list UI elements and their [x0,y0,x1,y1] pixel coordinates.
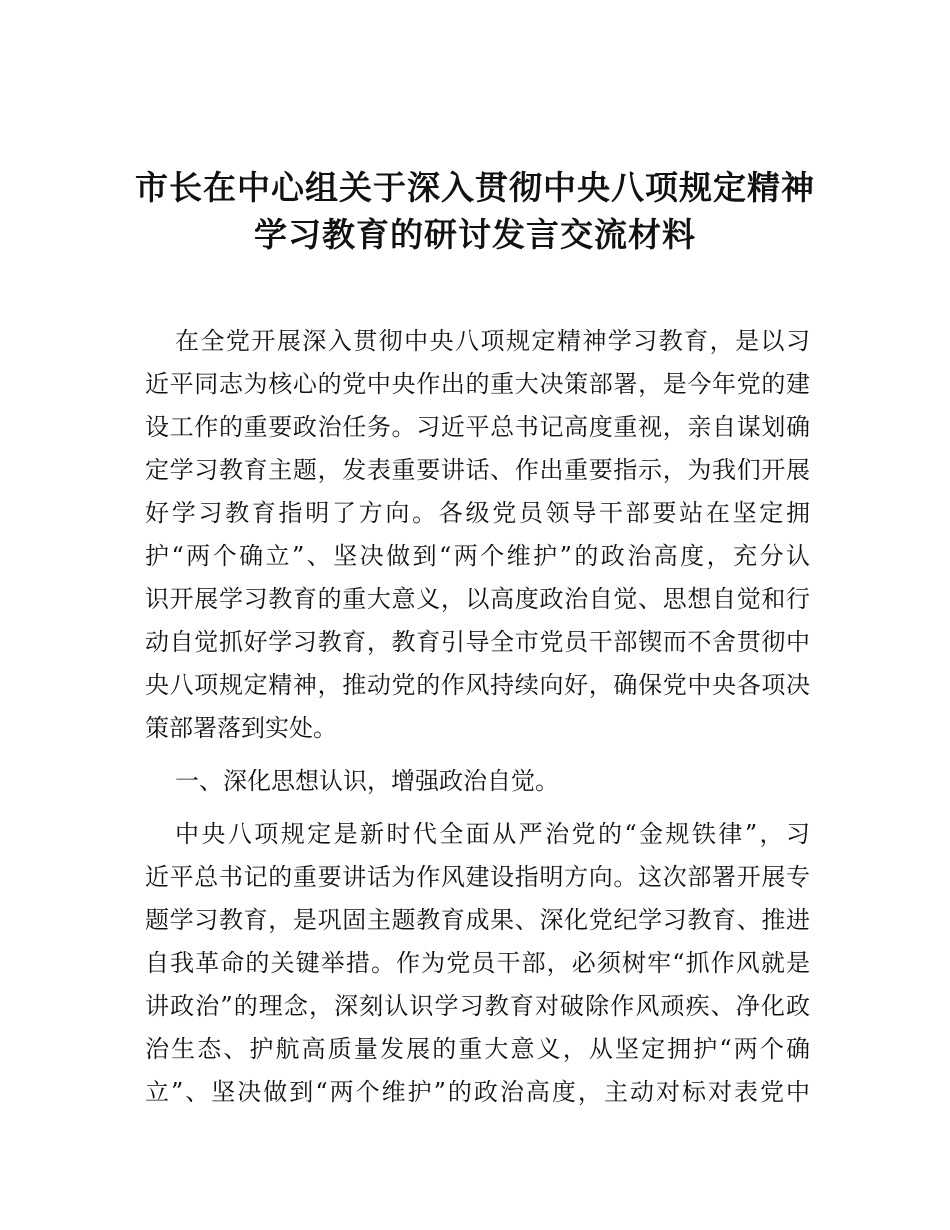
text-line: 自我革命的关键举措。作为党员干部，必须树牢“抓作风就是 [145,949,810,977]
text-line: 近平总书记的重要讲话为作风建设指明方向。这次部署开展专 [145,863,810,891]
text-line: 立”、坚决做到“两个维护”的政治高度，主动对标对表党中 [145,1078,810,1106]
paragraph [145,320,810,750]
paragraph [145,813,810,1114]
document-body [145,320,810,1124]
text-line: 一、深化思想认识，增强政治自觉。 [175,767,559,795]
text-line: 定学习教育主题，发表重要讲话、作出重要指示，为我们开展 [145,456,810,484]
text-line: 在全党开展深入贯彻中央八项规定精神学习教育，是以习 [175,327,810,355]
text-line: 治生态、护航高质量发展的重大意义，从坚定拥护“两个确 [145,1035,810,1063]
document-title-line-1: 市长在中心组关于深入贯彻中央八项规定精神 [135,168,815,207]
document-title-line-2: 学习教育的研讨发言交流材料 [254,215,696,254]
text-line: 护“两个确立”、坚决做到“两个维护”的政治高度，充分认 [145,542,810,570]
text-line: 讲政治”的理念，深刻认识学习教育对破除作风顽疾、净化政 [145,992,810,1020]
text-line: 识开展学习教育的重大意义，以高度政治自觉、思想自觉和行 [145,585,810,613]
section-heading [145,760,810,803]
text-line: 好学习教育指明了方向。各级党员领导干部要站在坚定拥 [145,499,810,527]
text-line: 题学习教育，是巩固主题教育成果、深化党纪学习教育、推进 [145,906,810,934]
text-line: 动自觉抓好学习教育，教育引导全市党员干部锲而不舍贯彻中 [145,628,810,656]
text-line: 央八项规定精神，推动党的作风持续向好，确保党中央各项决 [145,671,810,699]
text-line: 近平同志为核心的党中央作出的重大决策部署，是今年党的建 [145,370,810,398]
text-line: 设工作的重要政治任务。习近平总书记高度重视，亲自谋划确 [145,413,810,441]
text-line: 策部署落到实处。 [145,714,337,742]
text-line: 中央八项规定是新时代全面从严治党的“金规铁律”，习 [175,820,810,848]
